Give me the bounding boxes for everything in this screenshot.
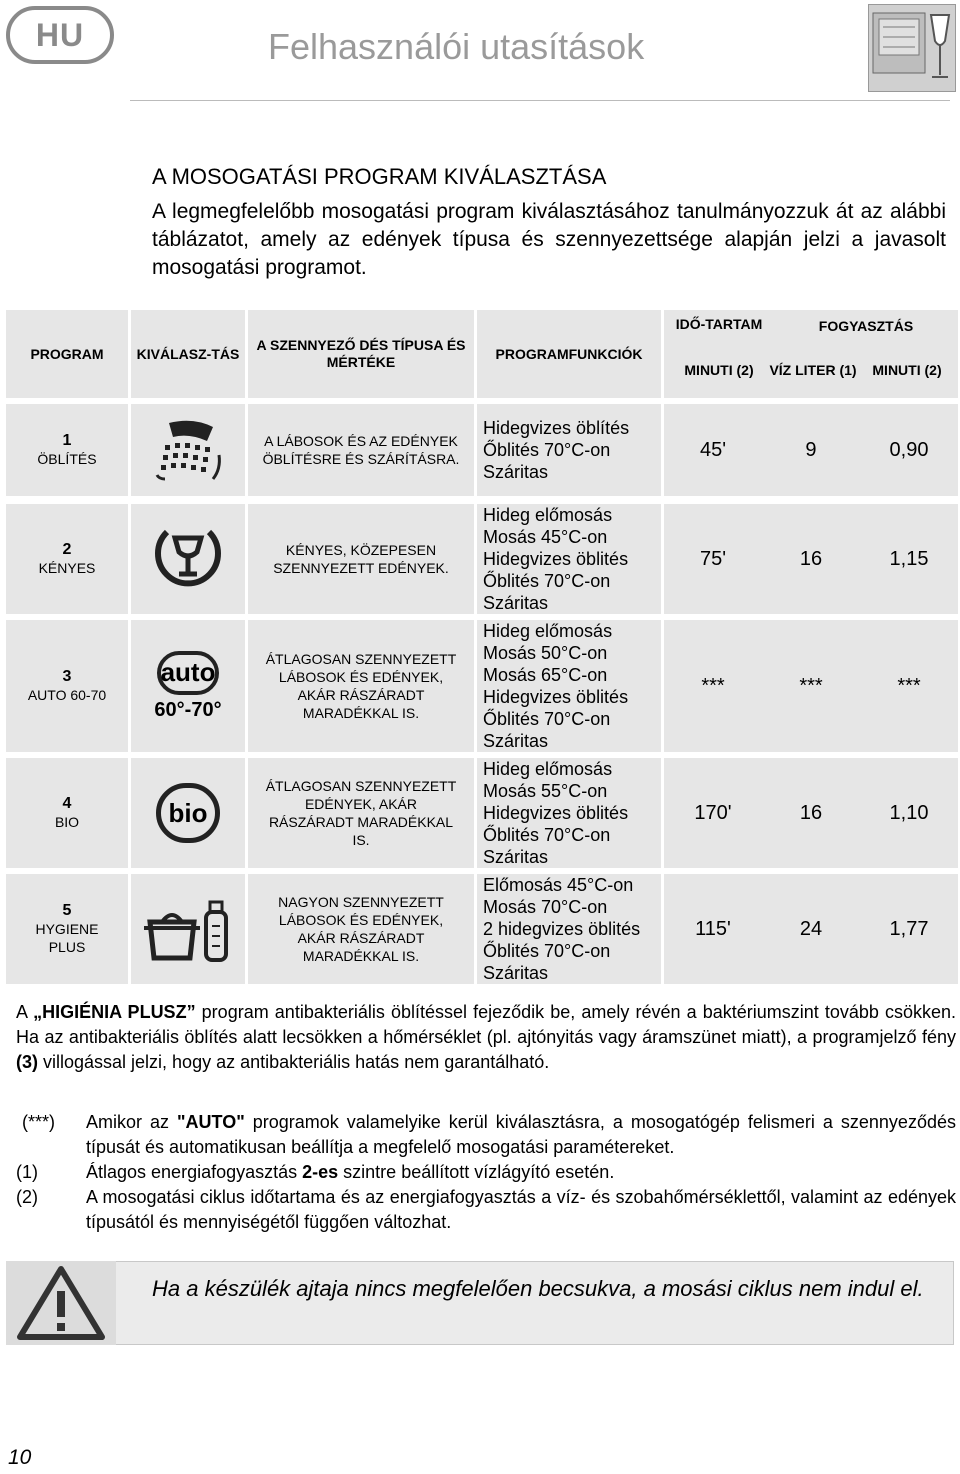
function-line: Száritas <box>483 731 549 751</box>
header-sub-minutes-2: MINUTI (2) <box>872 362 942 378</box>
text-span: A mosogatási ciklus időtartama és az energiafogyasztás a víz- és szobahőmérséklettől, valamint az edények típusától és mennyiségétől függően változhat. <box>86 1187 956 1232</box>
page-title: Felhasználói utasítások <box>268 26 645 67</box>
program-number: 1 <box>62 432 72 449</box>
values-cell-4 <box>664 758 958 868</box>
energy-value: 0,90 <box>889 438 929 461</box>
values-cell-1 <box>664 404 958 496</box>
program-cell-4 <box>6 758 128 868</box>
function-line: Száritas <box>483 462 549 482</box>
soil-cell-3: ÁTLAGOSAN SZENNYEZETT LÁBOSOK ÉS EDÉNYEK, AKÁR RÁSZÁRADT MARADÉKKAL IS. <box>248 620 474 752</box>
header-sub-minutes: MINUTI (2) <box>684 362 754 378</box>
water-value: 9 <box>805 438 817 461</box>
footnote-mark: (1) <box>16 1162 38 1182</box>
header-soil: A SZENNYEZŐ DÉS TÍPUSA ÉS MÉRTÉKE <box>248 310 474 398</box>
functions-cell-5 <box>477 874 661 984</box>
functions-cell-1 <box>477 404 661 496</box>
function-line: 2 hidegvizes öblités <box>483 919 641 939</box>
function-line: Mosás 50°C-on <box>483 643 608 663</box>
header-duration: IDŐ-TARTAM <box>675 316 763 332</box>
program-cell-5 <box>6 874 128 984</box>
duration-value: 75' <box>699 547 727 570</box>
hygiene-paragraph <box>16 1000 956 1075</box>
energy-value: 1,77 <box>889 917 929 940</box>
water-value: *** <box>799 674 823 697</box>
program-name: ÖBLÍTÉS <box>37 451 97 467</box>
function-line: Hidegvizes öblítés <box>483 418 630 438</box>
header-divider <box>130 100 950 101</box>
pot-baby-bottle-icon <box>131 874 245 984</box>
wine-glass-icon <box>131 504 245 614</box>
function-line: Hidegvizes öblités <box>483 687 629 707</box>
functions-cell-3 <box>477 620 661 752</box>
footnote-mark: (2) <box>16 1187 38 1207</box>
program-number: 5 <box>62 902 72 919</box>
function-line: Hidegvizes öblités <box>483 803 629 823</box>
soil-cell-4: ÁTLAGOSAN SZENNYEZETT EDÉNYEK, AKÁR RÁSZÁRADT MARADÉKKAL IS. <box>248 758 474 868</box>
function-line: Őblités 70°C-on <box>483 440 611 460</box>
duration-value: 45' <box>699 438 727 461</box>
values-cell-2 <box>664 504 958 614</box>
bold-span: "AUTO" <box>177 1112 245 1132</box>
function-line: Előmosás 45°C-on <box>483 875 634 895</box>
auto-60-70-icon <box>131 620 245 752</box>
program-cell-2 <box>6 504 128 614</box>
function-line: Száritas <box>483 593 549 613</box>
function-line: Hidegvizes öblités <box>483 549 629 569</box>
soil-cell-2: KÉNYES, KÖZEPESEN SZENNYEZETT EDÉNYEK. <box>248 504 474 614</box>
text-span: programok valamelyike kerül kiválasztásra, a mosogatógép felismeri a szennyeződés típusát és automatikusan beállítja a megfelelő mosogatási paramétereket. <box>86 1112 956 1157</box>
rinse-shower-icon <box>131 404 245 496</box>
header-duration-consumption <box>664 310 958 398</box>
text-span: program antibakteriális öblítéssel fejeződik be, amely révén a baktériumszint tovább csökken. Ha az antibakteriális öblítés alatt lecsökken a hőmérséklet (pl. ajtónyitás vagy áramszünet miatt), a programjelző fény <box>16 1002 957 1047</box>
header-functions: PROGRAMFUNKCIÓK <box>477 310 661 398</box>
footnote-text <box>86 1160 956 1185</box>
header-consumption: FOGYASZTÁS <box>818 318 914 334</box>
text-span: Amikor az <box>86 1112 177 1132</box>
water-value: 16 <box>799 801 823 824</box>
warning-triangle-icon <box>6 1261 116 1345</box>
program-name: KÉNYES <box>38 560 96 576</box>
language-badge: HU <box>6 6 114 64</box>
text-span: A <box>16 1002 34 1022</box>
energy-value: 1,10 <box>889 801 929 824</box>
footnote-text <box>86 1185 956 1235</box>
footnote-mark: (***) <box>22 1112 56 1132</box>
function-line: Mosás 65°C-on <box>483 665 608 685</box>
function-line: Hideg előmosás <box>483 759 613 779</box>
program-number: 2 <box>62 541 72 558</box>
auto-label: auto <box>157 651 219 695</box>
bio-icon <box>131 758 245 868</box>
soil-cell-1: A LÁBOSOK ÉS AZ EDÉNYEK ÖBLÍTÉSRE ÉS SZÁRÍTÁSRA. <box>248 404 474 496</box>
header-selection: KIVÁLASZ-TÁS <box>131 310 245 398</box>
warning-text: Ha a készülék ajtaja nincs megfelelően becsukva, a mosási ciklus nem indul el. <box>152 1276 924 1301</box>
values-cell-3 <box>664 620 958 752</box>
section-heading: A MOSOGATÁSI PROGRAM KIVÁLASZTÁSA <box>152 164 607 189</box>
functions-cell-2 <box>477 504 661 614</box>
function-line: Száritas <box>483 847 549 867</box>
text-span: Átlagos energiafogyasztás <box>86 1162 303 1182</box>
function-line: Hideg előmosás <box>483 621 613 641</box>
soil-cell-5: NAGYON SZENNYEZETT LÁBOSOK ÉS EDÉNYEK, AKÁR RÁSZÁRADT MARADÉKKAL IS. <box>248 874 474 984</box>
program-cell-3 <box>6 620 128 752</box>
function-line: Őblités 70°C-on <box>483 941 611 961</box>
energy-value: *** <box>897 674 921 697</box>
auto-temp-label: 60°-70° <box>154 698 222 721</box>
program-name: BIO <box>54 814 80 830</box>
duration-value: 115' <box>695 917 731 940</box>
intro-paragraph: A legmegfelelőbb mosogatási program kiválasztásához tanulmányozzuk át az alábbi táblázatot, amely az edények típusa és szennyezettsége alapján jelzi a javasolt mosogatási programot. <box>152 200 946 279</box>
duration-value: 170' <box>694 801 732 824</box>
bold-span: (3) <box>16 1052 38 1072</box>
program-cell-1 <box>6 404 128 496</box>
bold-span: 2-es <box>302 1162 339 1182</box>
functions-cell-4 <box>477 758 661 868</box>
footnote-text <box>86 1110 956 1160</box>
function-line: Őblités 70°C-on <box>483 825 611 845</box>
program-name: AUTO 60-70 <box>27 687 107 703</box>
function-line: Mosás 45°C-on <box>483 527 608 547</box>
energy-value: 1,15 <box>889 547 929 570</box>
bio-label: bio <box>156 783 220 843</box>
duration-value: *** <box>701 674 725 697</box>
bold-span: „HIGIÉNIA PLUSZ” <box>33 1002 196 1022</box>
function-line: Mosás 55°C-on <box>483 781 608 801</box>
water-value: 24 <box>799 917 823 940</box>
text-span: villogással jelzi, hogy az antibakteriális hatás nem garantálható. <box>38 1052 550 1072</box>
water-value: 16 <box>799 547 823 570</box>
function-line: Hideg előmosás <box>483 505 613 525</box>
header-sub-water: VÍZ LITER (1) <box>769 362 857 378</box>
dishwasher-icon <box>868 4 956 92</box>
header-program: PROGRAM <box>6 310 128 398</box>
function-line: Őblités 70°C-on <box>483 571 611 591</box>
values-cell-5 <box>664 874 958 984</box>
page-number: 10 <box>8 1446 32 1469</box>
program-name: HYGIENE PLUS <box>35 921 99 955</box>
text-span: szintre beállított vízlágyító esetén. <box>338 1162 615 1182</box>
program-number: 3 <box>62 668 72 685</box>
program-number: 4 <box>62 795 72 812</box>
function-line: Mosás 70°C-on <box>483 897 608 917</box>
function-line: Őblités 70°C-on <box>483 709 611 729</box>
function-line: Száritas <box>483 963 549 983</box>
